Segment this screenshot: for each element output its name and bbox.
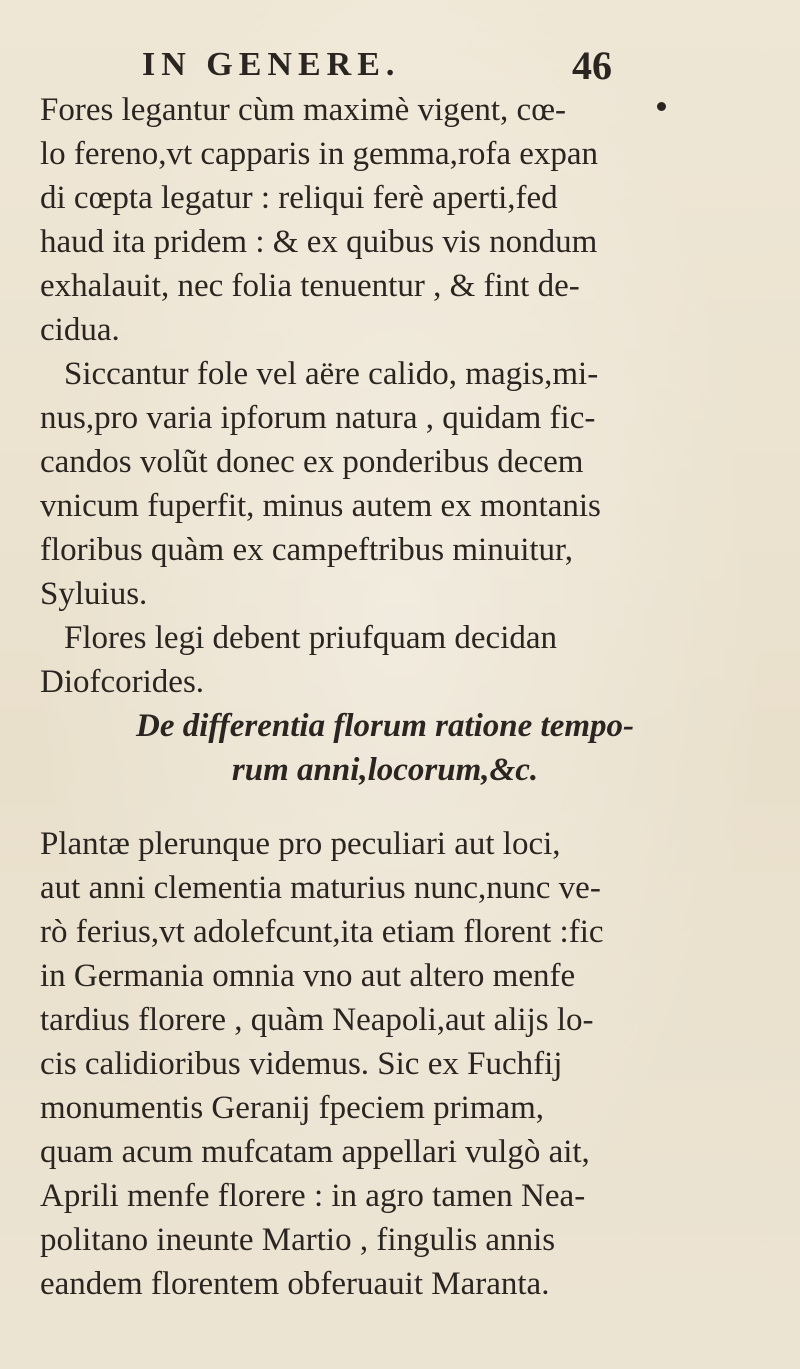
text-line: Fores legantur cùm maximè vigent, cœ- bbox=[40, 92, 567, 128]
text-line: exhalauit, nec folia tenuentur , & fint de- bbox=[40, 268, 580, 304]
page-number: 46 bbox=[572, 43, 612, 88]
text-line: Syluius. bbox=[40, 576, 148, 612]
paragraph-4 bbox=[40, 822, 730, 1306]
running-head: IN GENERE. bbox=[142, 46, 401, 83]
text-line: monumentis Geranij fpeciem primam, bbox=[40, 1090, 545, 1126]
text-line: cis calidioribus videmus. Sic ex Fuchfij bbox=[40, 1046, 563, 1082]
text-line: nus,pro varia ipforum natura , quidam fic- bbox=[40, 400, 596, 436]
spacer bbox=[40, 792, 730, 822]
text-line: eandem florentem obferuauit Maranta. bbox=[40, 1266, 550, 1302]
text-line: di cœpta legatur : reliqui ferè aperti,fed bbox=[40, 180, 558, 216]
heading-line: De differentia florum ratione tempo- bbox=[135, 708, 635, 744]
paragraph-1 bbox=[40, 88, 730, 352]
text-line: politano ineunte Martio , fingulis annis bbox=[40, 1222, 556, 1258]
page-header bbox=[0, 42, 800, 92]
text-line: Flores legi debent priufquam decidan bbox=[64, 620, 558, 656]
text-line: floribus quàm ex campeftribus minuitur, bbox=[40, 532, 573, 568]
heading-line: rum anni,locorum,&c. bbox=[231, 752, 539, 788]
text-line: haud ita pridem : & ex quibus vis nondum bbox=[40, 224, 598, 260]
text-line: candos volũt donec ex ponderibus decem bbox=[40, 444, 584, 480]
paragraph-3 bbox=[40, 616, 730, 704]
text-line: quam acum mufcatam appellari vulgò ait, bbox=[40, 1134, 590, 1170]
text-line: aut anni clementia maturius nunc,nunc ve- bbox=[40, 870, 601, 906]
text-line: tardius florere , quàm Neapoli,aut alijs lo- bbox=[40, 1002, 594, 1038]
text-line: in Germania omnia vno aut altero menfe bbox=[40, 958, 576, 994]
paragraph-2 bbox=[40, 352, 730, 616]
text-line: vnicum fuperfit, minus autem ex montanis bbox=[40, 488, 601, 524]
text-line: rò ferius,vt adolefcunt,ita etiam florent :fic bbox=[40, 914, 604, 950]
text-line: Aprili menfe florere : in agro tamen Nea- bbox=[40, 1178, 586, 1214]
page-text bbox=[40, 88, 730, 1306]
section-heading bbox=[40, 704, 730, 792]
text-line: lo fereno,vt capparis in gemma,rofa expan bbox=[40, 136, 599, 172]
text-line: cidua. bbox=[40, 312, 120, 348]
text-line: Plantæ plerunque pro peculiari aut loci, bbox=[40, 826, 561, 862]
text-line: Siccantur fole vel aëre calido, magis,mi- bbox=[64, 356, 599, 392]
text-line: Diofcorides. bbox=[40, 664, 205, 700]
